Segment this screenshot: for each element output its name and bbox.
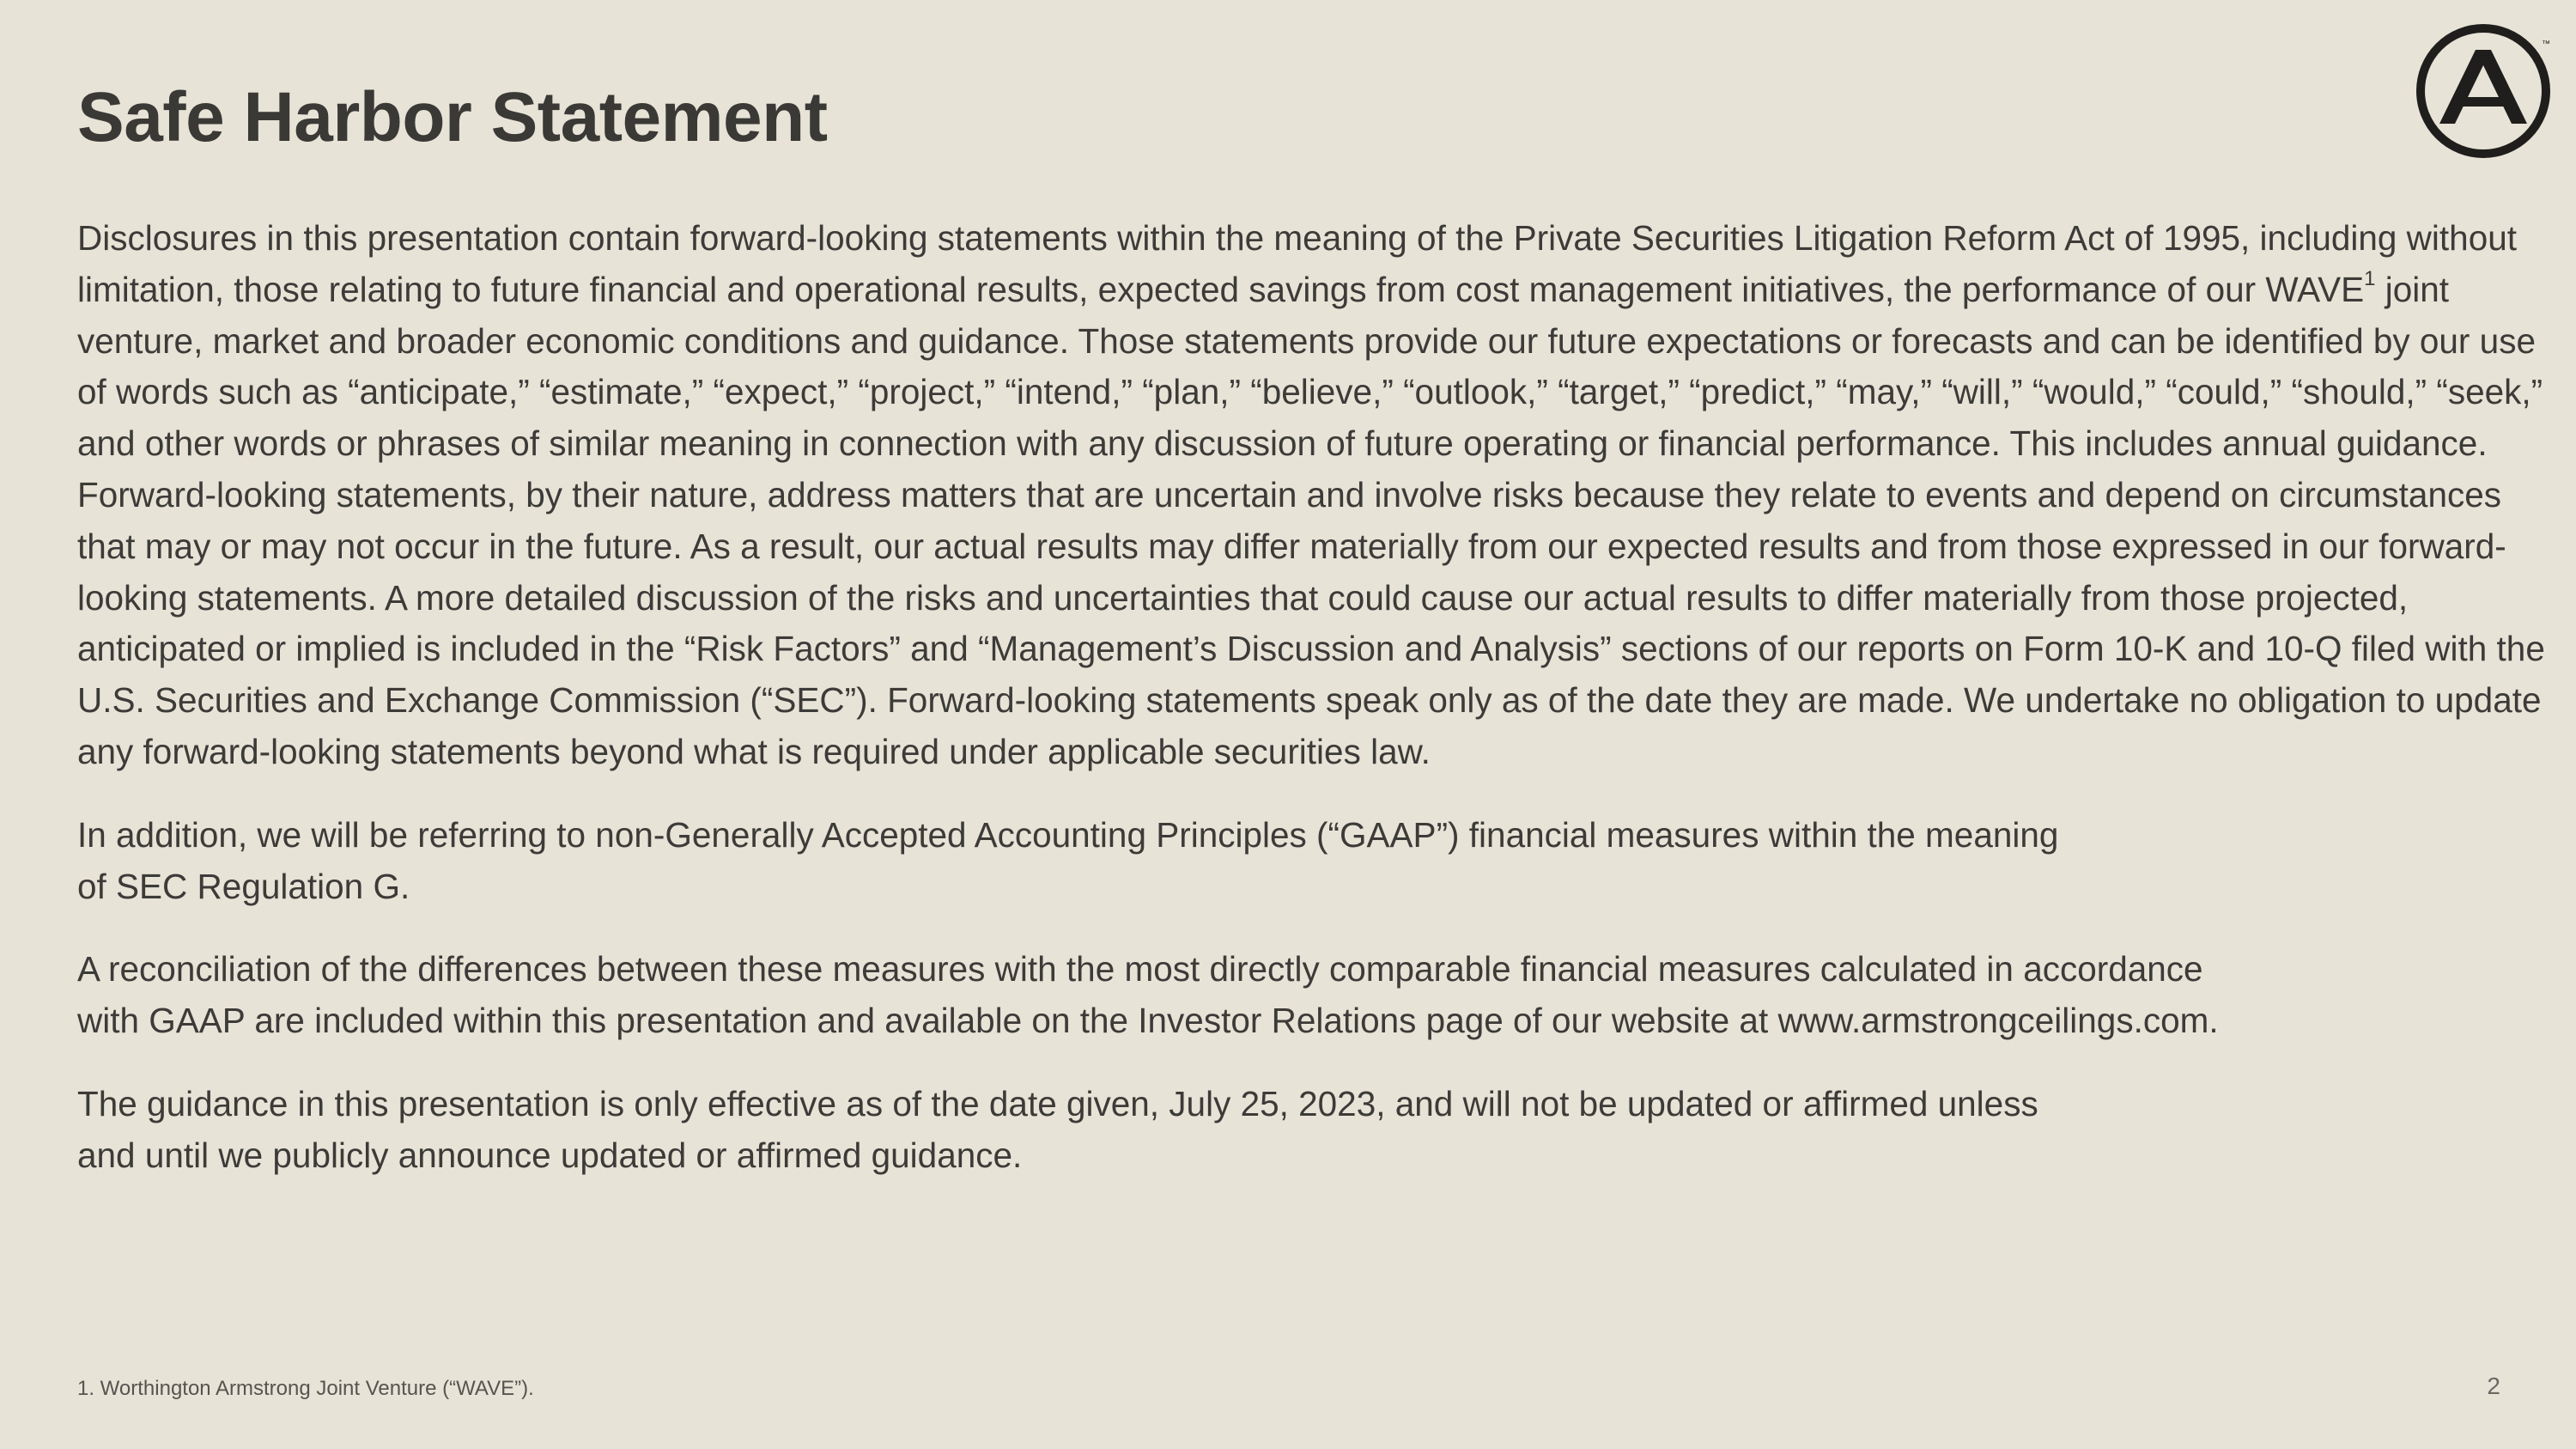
forward-looking-text-part2: joint venture, market and broader economic conditions and guidance. Those statements provide our future expectations or forecasts and can be identified by our use of words such as “anticipate,” “estimate,” “expect,” “project,” “intend,” “plan,” “believe,” “outlook,” “target,” “predict,” “may,” “will,” “would,” “could,” “should,” “seek,” and other words or phrases of similar meaning in connection with any discussion of future operating or financial performance. This includes annual guidance. Forward-looking statements, by their nature, address matters that are uncertain and involve risks because they relate to events and depend on circumstances that may or may not occur in the future. As a result, our actual results may differ materially from our expected results and from those expressed in our forward-looking statements. A more detailed discussion of the risks and uncertainties that could cause our actual results to differ materially from those projected, anticipated or implied is included in the “Risk Factors” and “Management’s Discussion and Analysis” sections of our reports on Form 10-K and 10-Q filed with the U.S. Securities and Exchange Commission (“SEC”). Forward-looking statements speak only as of the date they are made. We undertake no obligation to update any forward-looking statements beyond what is required under applicable securities law.	[77, 269, 2545, 771]
guidance-line-2: and until we publicly announce updated or affirmed guidance.	[77, 1135, 1023, 1175]
page-number: 2	[2487, 1373, 2500, 1399]
forward-looking-text-part1: Disclosures in this presentation contain forward-looking statements within the meaning of the Private Securities Litigation Reform Act of 1995, including without limitation, those relating to future financial and operational results, expected savings from cost management initiatives, the performance of our WAVE	[77, 218, 2517, 309]
forward-looking-paragraph	[77, 213, 2550, 778]
non-gaap-line-2: of SEC Regulation G.	[77, 866, 410, 906]
footnote: 1. Worthington Armstrong Joint Venture (“WAVE”).	[77, 1377, 534, 1400]
footnote-reference: 1	[2364, 267, 2376, 291]
trademark-symbol: ™	[2542, 40, 2550, 49]
guidance-paragraph	[77, 1079, 2550, 1182]
non-gaap-paragraph	[77, 810, 2550, 913]
disclosure-body	[77, 213, 2550, 1182]
non-gaap-line-1: In addition, we will be referring to non-Generally Accepted Accounting Principles (“GAAP”) financial measures within the meaning	[77, 814, 2059, 855]
armstrong-logo-icon	[2415, 22, 2552, 160]
reconciliation-paragraph	[77, 944, 2550, 1047]
page-title: Safe Harbor Statement	[77, 78, 828, 156]
reconciliation-line-1: A reconciliation of the differences between these measures with the most directly comparable financial measures calculated in accordance	[77, 949, 2203, 989]
reconciliation-line-2: with GAAP are included within this presentation and available on the Investor Relations page of our website at www.armstrongceilings.com.	[77, 1001, 2219, 1041]
guidance-line-1: The guidance in this presentation is only effective as of the date given, July 25, 2023, and will not be updated or affirmed unless	[77, 1083, 2038, 1123]
